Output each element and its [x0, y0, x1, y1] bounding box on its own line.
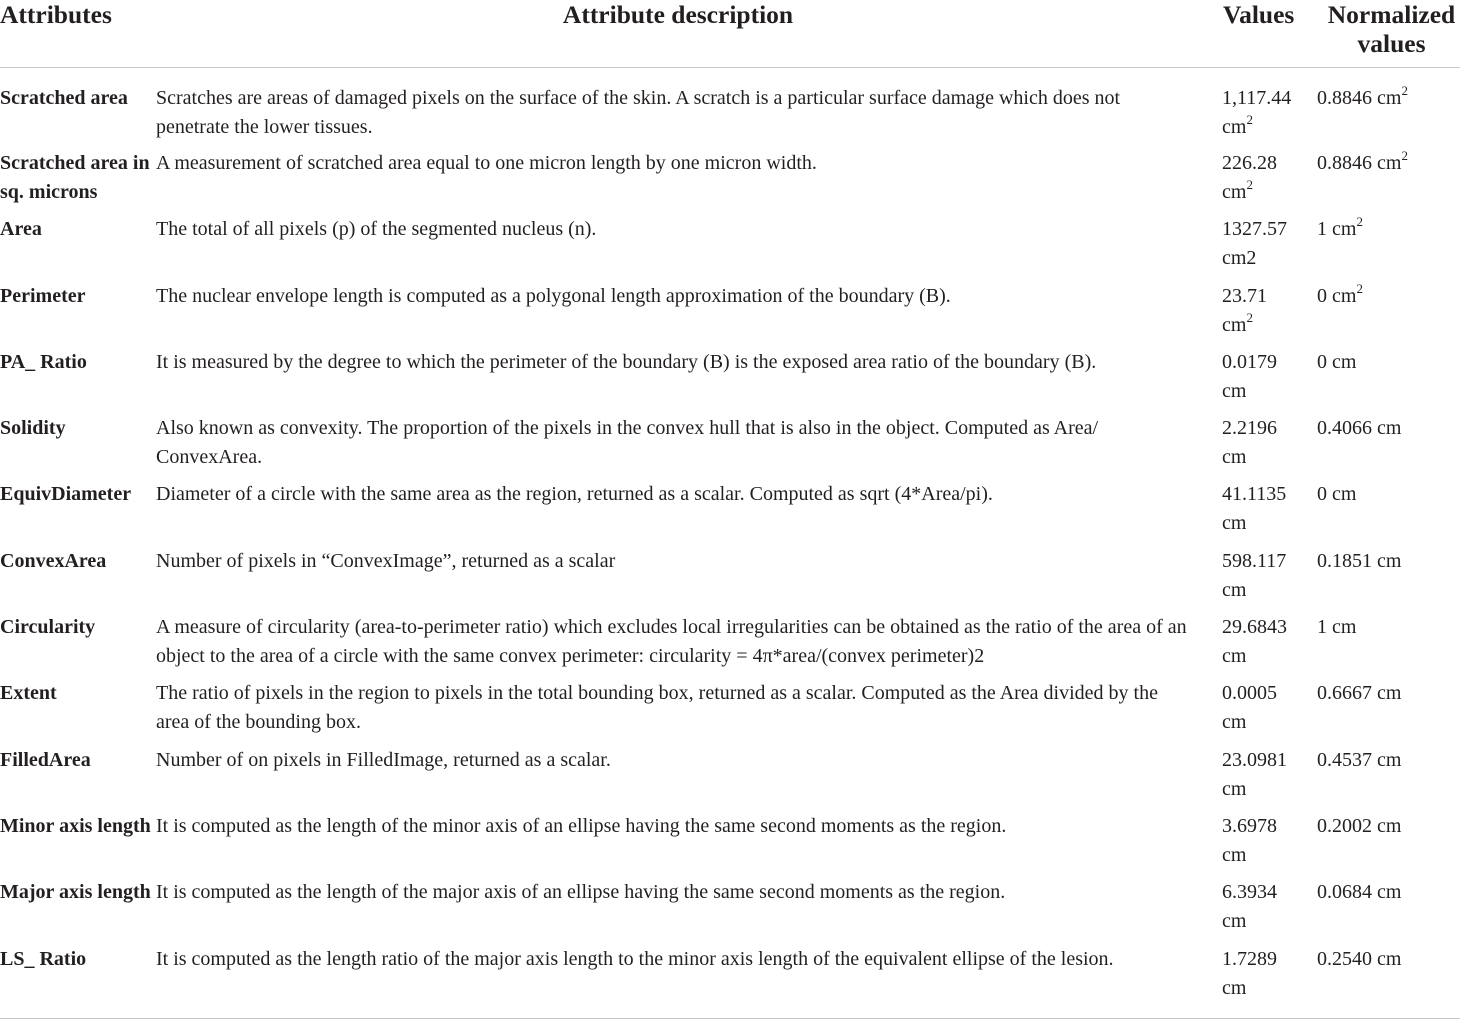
attribute-description-cell: It is computed as the length of the minor axis of an ellipse having the same second moments as the region. [156, 814, 1007, 837]
attribute-description-cell: The nuclear envelope length is computed as a polygonal length approximation of the boundary (B). [156, 284, 951, 307]
value-number: 598.117 [1222, 549, 1287, 572]
attribute-description-cell: Number of on pixels in FilledImage, returned as a scalar. [156, 748, 611, 771]
normalized-unit: cm [1377, 152, 1402, 174]
value-number: 1,117.44 [1222, 86, 1292, 109]
table-row [0, 480, 1460, 546]
attribute-description-cell: It is measured by the degree to which the perimeter of the boundary (B) is the exposed area ratio of the boundary (B). [156, 350, 1097, 373]
header-values: Values [1222, 0, 1317, 67]
value-number: 1.7289 [1222, 947, 1277, 970]
table-row [0, 547, 1460, 613]
value-number: 0.0179 [1222, 350, 1277, 373]
value-unit: cm2 [1222, 247, 1257, 270]
attribute-name-cell: Perimeter [0, 284, 86, 307]
value-unit-exponent: 2 [1246, 309, 1253, 325]
table-row [0, 613, 1460, 679]
normalized-number: 0 [1317, 284, 1327, 307]
attribute-description-cell: Number of pixels in “ConvexImage”, returned as a scalar [156, 549, 616, 572]
normalized-value-cell [1317, 746, 1460, 812]
value-unit: cm [1222, 711, 1247, 734]
value-number: 3.6978 [1222, 814, 1277, 837]
table-row [0, 348, 1460, 414]
normalized-number: 0.2540 [1317, 947, 1372, 970]
value-cell [1222, 746, 1317, 812]
value-cell [1222, 414, 1317, 480]
value-unit: cm [1222, 777, 1247, 800]
value-number: 1327.57 [1222, 218, 1287, 241]
value-unit: cm [1222, 313, 1247, 336]
normalized-value-cell [1317, 812, 1460, 878]
attribute-description-cell: Diameter of a circle with the same area as the region, returned as a scalar. Computed as sqrt (4*Area/pi). [156, 483, 993, 506]
normalized-unit: cm [1332, 483, 1357, 506]
attribute-name-cell: Minor axis length [0, 814, 151, 837]
value-number: 23.71 [1222, 284, 1267, 307]
normalized-value-cell [1317, 613, 1460, 679]
normalized-unit: cm [1332, 218, 1357, 241]
normalized-number: 0 [1317, 350, 1327, 373]
attribute-name-cell: EquivDiameter [0, 483, 132, 506]
value-unit-exponent: 2 [1246, 177, 1253, 192]
attribute-name-cell: FilledArea [0, 748, 91, 771]
table-row [0, 414, 1460, 480]
normalized-value-cell [1317, 414, 1460, 480]
table-row [0, 282, 1460, 348]
value-unit: cm [1222, 115, 1247, 138]
table-bottom-rule [0, 1018, 1460, 1019]
normalized-number: 0.6667 [1317, 682, 1372, 705]
normalized-number: 0.8846 [1317, 86, 1372, 109]
attribute-description-cell: The total of all pixels (p) of the segmented nucleus (n). [156, 218, 597, 241]
normalized-unit-exponent: 2 [1401, 82, 1408, 98]
attribute-name-cell: Extent [0, 682, 57, 705]
value-unit: cm [1222, 181, 1247, 203]
normalized-unit-exponent: 2 [1356, 281, 1363, 296]
header-attributes: Attributes [0, 0, 156, 67]
attribute-name-cell: Area [0, 218, 42, 241]
value-cell [1222, 613, 1317, 679]
table-row [0, 149, 1460, 215]
value-unit: cm [1222, 843, 1247, 866]
value-cell [1222, 679, 1317, 745]
attribute-name-cell: ConvexArea [0, 549, 107, 572]
normalized-unit: cm [1332, 616, 1357, 639]
normalized-unit: cm [1377, 417, 1402, 440]
table-row [0, 945, 1460, 1011]
value-cell [1222, 67, 1317, 149]
normalized-number: 0.4537 [1317, 748, 1372, 771]
table-row [0, 67, 1460, 149]
value-cell [1222, 348, 1317, 414]
attribute-description-cell: It is computed as the length of the major axis of an ellipse having the same second moments as the region. [156, 881, 1006, 904]
value-unit: cm [1222, 645, 1247, 668]
attribute-name-cell: PA_ Ratio [0, 350, 87, 373]
normalized-number: 0.4066 [1317, 417, 1372, 440]
normalized-unit: cm [1377, 549, 1402, 572]
value-unit: cm [1222, 976, 1247, 999]
value-cell [1222, 547, 1317, 613]
table-row [0, 215, 1460, 281]
value-cell [1222, 282, 1317, 348]
attribute-description-cell: The ratio of pixels in the region to pixels in the total bounding box, returned as a scalar. Computed as the Area divided by the area of the bounding box. [156, 682, 1158, 734]
normalized-value-cell [1317, 67, 1460, 149]
value-unit: cm [1222, 578, 1247, 601]
value-number: 41.1135 [1222, 483, 1287, 506]
normalized-unit: cm [1377, 86, 1402, 109]
header-normalized-values: Normalized values [1317, 0, 1460, 67]
attribute-description-cell: A measurement of scratched area equal to one micron length by one micron width. [156, 152, 817, 174]
value-unit: cm [1222, 446, 1247, 469]
attribute-name-cell: Scratched area [0, 86, 128, 109]
normalized-value-cell [1317, 945, 1460, 1011]
table-body [0, 67, 1460, 1011]
attribute-name-cell: Major axis length [0, 881, 151, 904]
normalized-value-cell [1317, 282, 1460, 348]
normalized-value-cell [1317, 679, 1460, 745]
value-number: 0.0005 [1222, 682, 1277, 705]
value-cell [1222, 878, 1317, 944]
header-row [0, 0, 1460, 67]
table-row [0, 679, 1460, 745]
value-number: 2.2196 [1222, 417, 1277, 440]
value-cell [1222, 812, 1317, 878]
normalized-value-cell [1317, 547, 1460, 613]
attribute-description-cell: A measure of circularity (area-to-perimeter ratio) which excludes local irregularities can be obtained as the ratio of the area of an object to the area of a circle with the same convex perimeter: circularity = 4π*area/(convex perimeter)2 [156, 616, 1187, 668]
value-number: 29.6843 [1222, 616, 1287, 639]
normalized-number: 0 [1317, 483, 1327, 506]
normalized-unit: cm [1332, 284, 1357, 307]
normalized-value-cell [1317, 149, 1460, 215]
table-row [0, 812, 1460, 878]
normalized-unit: cm [1377, 682, 1402, 705]
normalized-number: 1 [1317, 616, 1327, 639]
table-row [0, 746, 1460, 812]
value-cell [1222, 480, 1317, 546]
value-number: 23.0981 [1222, 748, 1287, 771]
attribute-name-cell: Circularity [0, 616, 96, 639]
attribute-name-cell: Solidity [0, 417, 66, 440]
value-unit: cm [1222, 379, 1247, 402]
normalized-number: 0.2002 [1317, 814, 1372, 837]
value-unit: cm [1222, 512, 1247, 535]
normalized-value-cell [1317, 215, 1460, 281]
normalized-unit: cm [1377, 814, 1402, 837]
normalized-value-cell [1317, 878, 1460, 944]
attribute-description-cell: Also known as convexity. The proportion of the pixels in the convex hull that is also in the object. Computed as Area/ ConvexArea. [156, 417, 1099, 469]
value-cell [1222, 149, 1317, 215]
attribute-name-cell: Scratched area in sq. microns [0, 152, 150, 203]
normalized-unit: cm [1377, 947, 1402, 970]
normalized-unit-exponent: 2 [1356, 215, 1363, 230]
normalized-unit-exponent: 2 [1401, 149, 1408, 163]
normalized-value-cell [1317, 480, 1460, 546]
header-description: Attribute description [156, 0, 1222, 67]
normalized-number: 0.1851 [1317, 549, 1372, 572]
attribute-description-cell: It is computed as the length ratio of the major axis length to the minor axis length of the equivalent ellipse of the lesion. [156, 947, 1114, 970]
normalized-value-cell [1317, 348, 1460, 414]
value-cell [1222, 945, 1317, 1011]
attribute-name-cell: LS_ Ratio [0, 947, 87, 970]
normalized-unit: cm [1332, 350, 1357, 373]
value-number: 226.28 [1222, 152, 1277, 174]
normalized-number: 1 [1317, 218, 1327, 241]
normalized-unit: cm [1377, 881, 1402, 904]
value-unit: cm [1222, 910, 1247, 933]
normalized-number: 0.8846 [1317, 152, 1372, 174]
value-unit-exponent: 2 [1246, 111, 1253, 127]
table-row [0, 878, 1460, 944]
attribute-description-cell: Scratches are areas of damaged pixels on the surface of the skin. A scratch is a particular surface damage which does not penetrate the lower tissues. [156, 86, 1121, 138]
normalized-unit: cm [1377, 748, 1402, 771]
normalized-number: 0.0684 [1317, 881, 1372, 904]
value-number: 6.3934 [1222, 881, 1277, 904]
value-cell [1222, 215, 1317, 281]
